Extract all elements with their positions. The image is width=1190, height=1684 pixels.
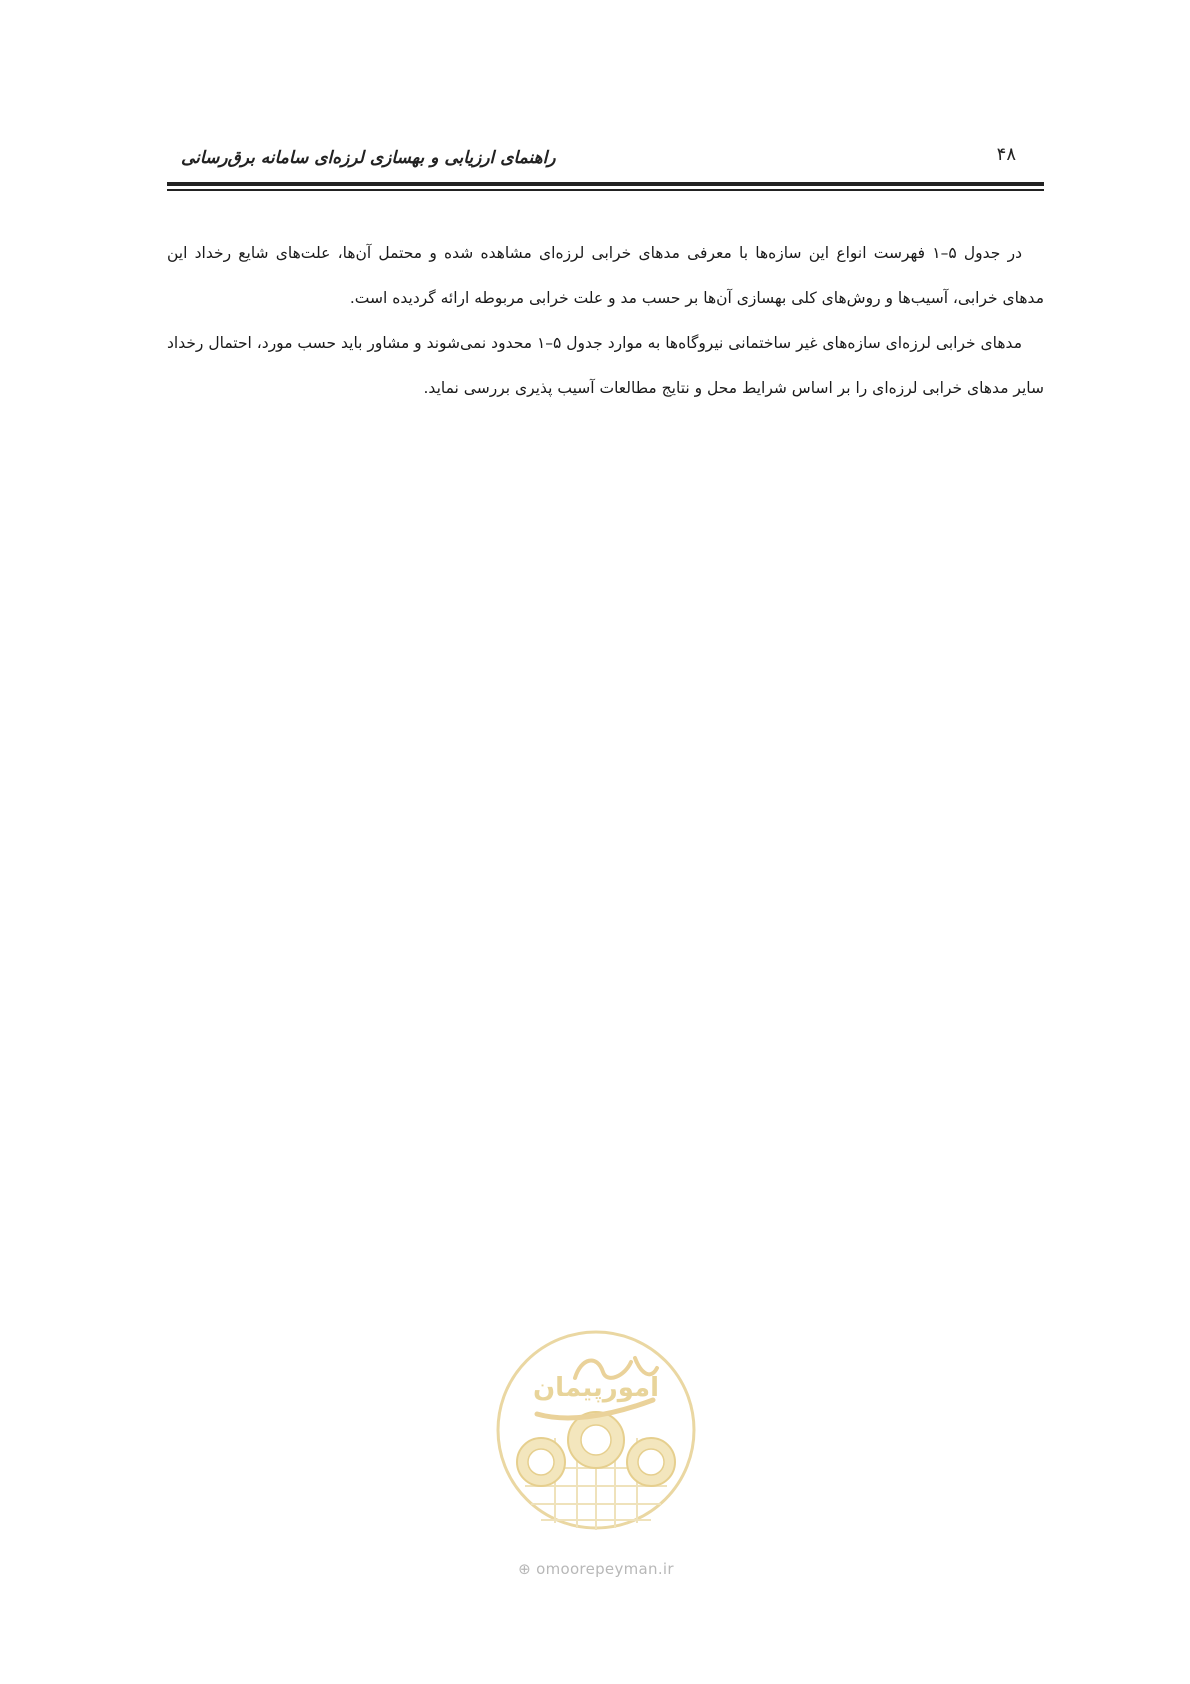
page-header bbox=[167, 140, 1044, 174]
page-number: ۴۸ bbox=[996, 144, 1016, 165]
paragraph-1: در جدول ۵–۱ فهرست انواع این سازه‌ها با معرفی مدهای خرابی لرزه‌ای مشاهده شده و محتمل آن‌ها، علت‌های شایع رخداد این مدهای خرابی، آسیب‌ها و روش‌های کلی بهسازی آن‌ها بر حسب مد و علت خرابی مربوطه ارائه گردیده است. bbox=[167, 244, 1044, 307]
header-rule-thin bbox=[167, 189, 1044, 191]
logo-text: امورپیمان bbox=[532, 1373, 660, 1403]
watermark-url bbox=[485, 1560, 707, 1578]
body-text bbox=[167, 231, 1044, 411]
watermark-logo bbox=[485, 1318, 707, 1608]
logo-emblem-icon bbox=[485, 1318, 707, 1554]
running-title: راهنمای ارزیابی و بهسازی لرزه‌ای سامانه برق‌رسانی bbox=[181, 148, 556, 168]
watermark-url-text: omoorepeyman.ir bbox=[536, 1560, 674, 1578]
paragraph-2: مدهای خرابی لرزه‌ای سازه‌های غیر ساختمانی نیروگاه‌ها به موارد جدول ۵–۱ محدود نمی‌شوند و مشاور باید حسب مورد، احتمال رخداد سایر مدهای خرابی لرزه‌ای را بر اساس شرایط محل و نتایج مطالعات آسیب پذیری بررسی نماید. bbox=[167, 334, 1044, 397]
globe-icon: ⊕ bbox=[518, 1560, 532, 1578]
header-rule-thick bbox=[167, 182, 1044, 186]
